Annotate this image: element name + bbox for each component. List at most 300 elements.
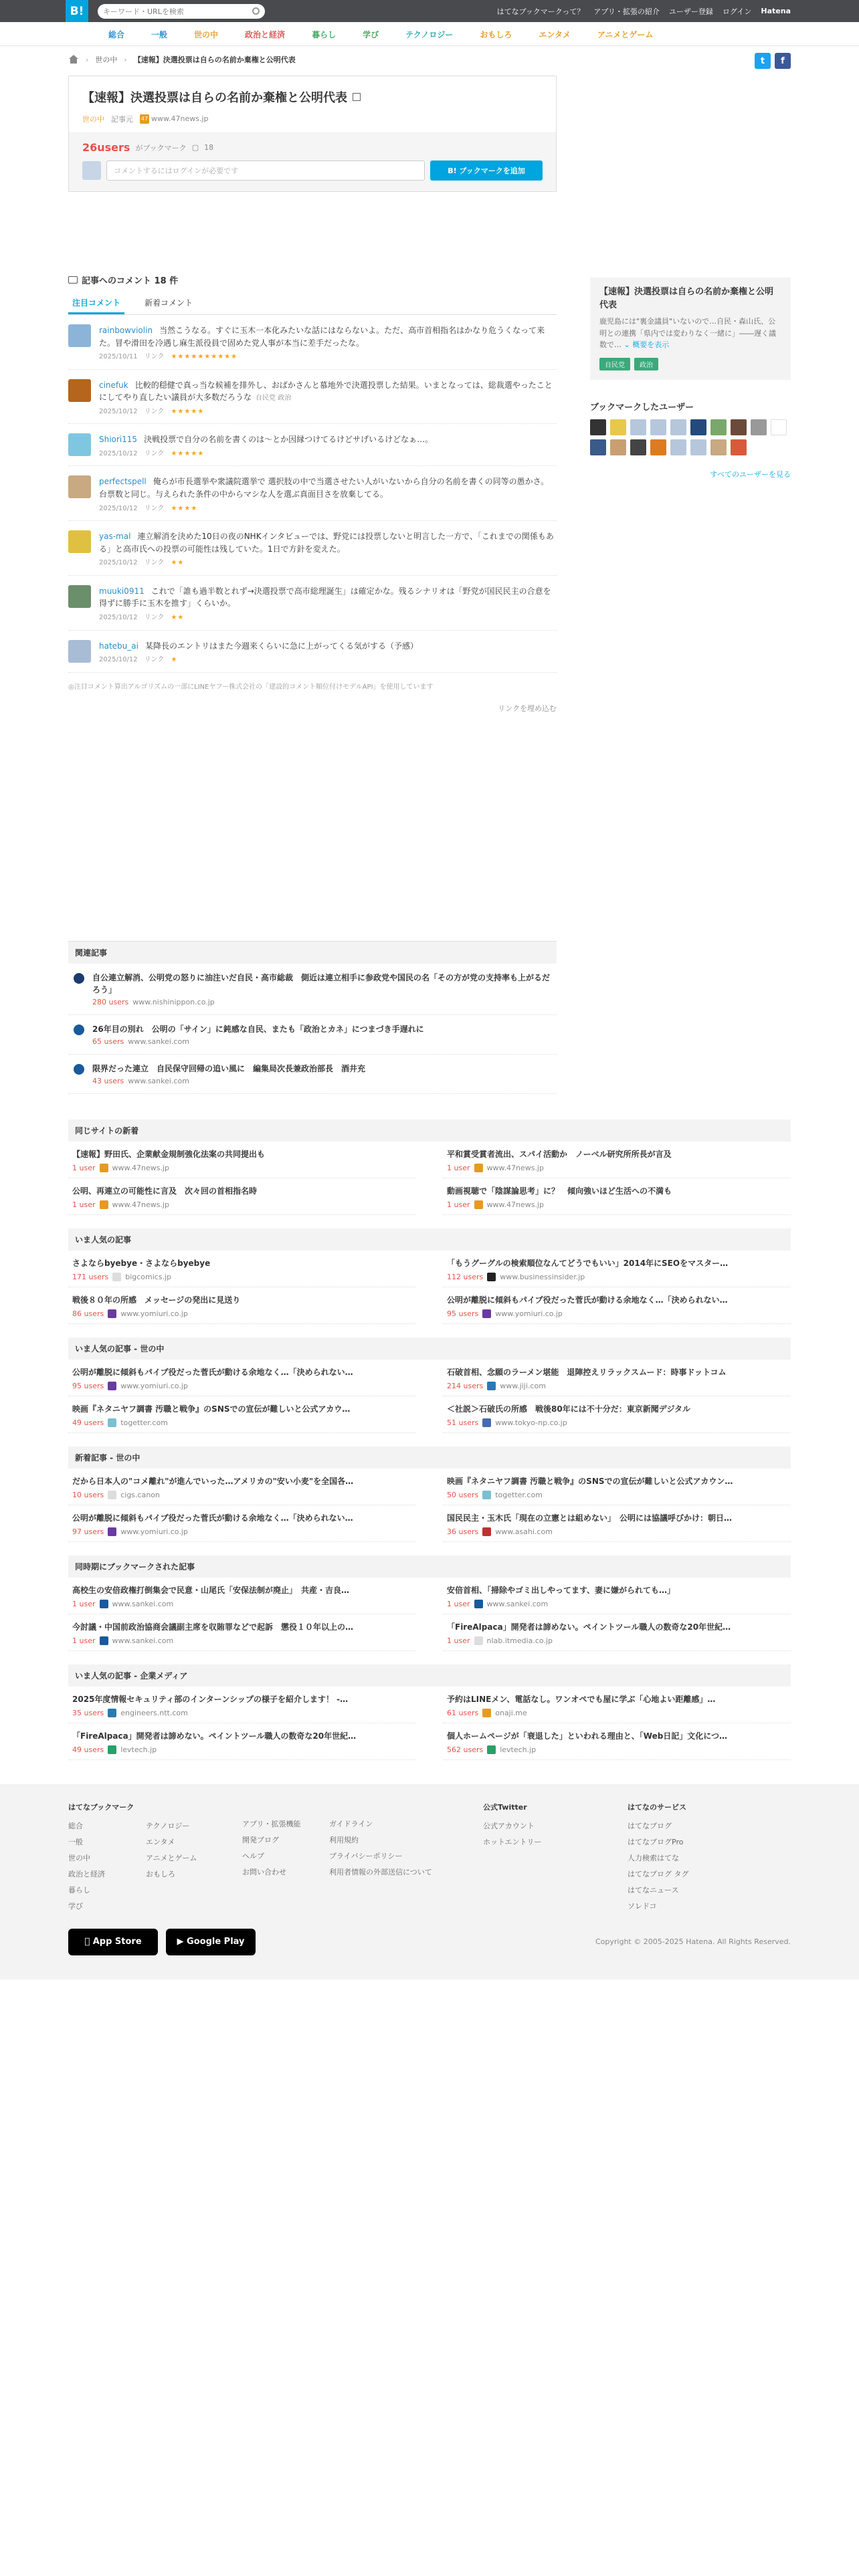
article-item: [443, 1614, 791, 1651]
article-item: [443, 1360, 791, 1396]
show-summary-label[interactable]: 概要を表示: [632, 340, 670, 350]
star-rating[interactable]: ★★★★: [171, 504, 198, 512]
article-domain[interactable]: www.47news.jp: [486, 1200, 544, 1209]
article-domain[interactable]: www.tokyo-np.co.jp: [495, 1418, 567, 1427]
article-users[interactable]: 49 users: [72, 1745, 104, 1754]
comment-link[interactable]: リンク: [144, 407, 165, 415]
comment-input[interactable]: コメントするにはログインが必要です: [106, 160, 425, 181]
commenter-avatar[interactable]: [68, 640, 91, 663]
article-users[interactable]: 562 users: [447, 1745, 484, 1754]
comment-date[interactable]: 2025/10/12: [99, 656, 138, 664]
footer-category-link[interactable]: [146, 1901, 242, 1911]
footer-category-link[interactable]: 学び: [68, 1901, 83, 1911]
hatena-link[interactable]: Hatena: [761, 7, 791, 15]
footer-link[interactable]: ガイドライン: [329, 1819, 373, 1828]
article-domain[interactable]: www.47news.jp: [112, 1163, 169, 1172]
comment-info: [99, 613, 557, 623]
article-meta: [447, 1309, 787, 1318]
article-domain[interactable]: www.47news.jp: [486, 1163, 544, 1172]
article-section: [68, 1446, 791, 1542]
article-title[interactable]: 映画『ネタニヤフ調書 汚職と戦争』のSNSでの宣伝が難しいと公式アカウン…: [447, 1476, 733, 1486]
footer-category-link[interactable]: 暮らし: [68, 1885, 90, 1895]
article-item: [68, 1578, 416, 1614]
comment-line: [99, 379, 557, 404]
article-title[interactable]: 今討議・中国前政治協商会議副主席を収賄罪などで起訴 懲役１０年以上の…: [72, 1622, 354, 1632]
article-users[interactable]: 1 user: [72, 1163, 96, 1172]
bookmark-user-avatar[interactable]: [710, 439, 727, 455]
section-heading: いま人気の記事: [68, 1228, 791, 1251]
summary-box: [590, 278, 791, 380]
footer-link[interactable]: ヘルプ: [242, 1851, 264, 1860]
comment-item: [68, 631, 557, 673]
article-domain[interactable]: www.47news.jp: [112, 1200, 169, 1209]
commenter-avatar[interactable]: [68, 475, 91, 498]
bookmark-user-avatar[interactable]: [630, 439, 646, 455]
article-users[interactable]: 86 users: [72, 1309, 104, 1318]
related-domain[interactable]: www.nishinippon.co.jp: [132, 997, 215, 1006]
article-section: [68, 1228, 791, 1324]
article-users[interactable]: 1 user: [447, 1636, 470, 1645]
share-buttons: [755, 53, 791, 69]
footer-link[interactable]: 開発ブログ: [242, 1835, 279, 1844]
comment-date[interactable]: 2025/10/11: [99, 353, 138, 361]
article-title[interactable]: さよならbyebye・さよならbyebye: [72, 1258, 211, 1268]
article-meta: [72, 1309, 412, 1318]
footer-category-link[interactable]: [146, 1885, 242, 1895]
site-favicon-icon: [74, 973, 84, 984]
commenter-avatar[interactable]: [68, 585, 91, 608]
bookmark-user-avatar[interactable]: [630, 419, 646, 435]
footer-link[interactable]: 利用者情報の外部送信について: [329, 1867, 432, 1876]
footer-link[interactable]: 利用規約: [329, 1835, 359, 1844]
embed-link[interactable]: リンクを埋め込む: [498, 704, 557, 713]
article-item: [443, 1287, 791, 1324]
article-title[interactable]: 高校生の安倍政権打倒集会で民意・山尾氏「安保法制が廃止」 共産・吉良…: [72, 1585, 350, 1595]
site-favicon-icon: [482, 1709, 491, 1717]
bookmark-user-avatar[interactable]: [731, 439, 747, 455]
article-domain[interactable]: togetter.com: [495, 1490, 543, 1499]
footer-link[interactable]: ソレドコ: [628, 1901, 657, 1911]
article-domain[interactable]: www.sankei.com: [112, 1636, 174, 1645]
article-meta: [72, 1164, 412, 1172]
article-users[interactable]: 1 user: [447, 1599, 470, 1608]
comment-info: [99, 558, 557, 568]
comment-date[interactable]: 2025/10/12: [99, 504, 138, 512]
article-domain[interactable]: www.yomiuri.co.jp: [495, 1309, 563, 1318]
site-favicon-icon: [108, 1527, 116, 1536]
article-users[interactable]: 10 users: [72, 1490, 104, 1499]
bookmark-user-avatar[interactable]: [710, 419, 727, 435]
related-meta: [92, 1077, 365, 1085]
app-store-label[interactable]: App Store: [90, 1937, 139, 1947]
star-rating[interactable]: ★★★★★: [171, 449, 205, 457]
site-favicon-icon: [100, 1600, 108, 1608]
show-summary-link[interactable]: ⌄ 概要を表示: [624, 340, 670, 350]
article-users[interactable]: 1 user: [72, 1599, 96, 1608]
footer-heading: はてなのサービス: [628, 1802, 686, 1812]
article-title[interactable]: 公明が離脱に傾斜もパイプ役だった菅氏が動ける余地なく…「決められない…: [72, 1367, 353, 1377]
site-favicon-icon: [487, 1273, 496, 1281]
article-meta: [72, 1382, 412, 1390]
article-domain[interactable]: nlab.itmedia.co.jp: [486, 1636, 553, 1645]
footer-link[interactable]: プライバシーポリシー: [329, 1851, 403, 1860]
comment-tags[interactable]: 自民党 政治: [256, 395, 292, 403]
external-link-icon[interactable]: [353, 93, 361, 101]
summary-title: 【速報】決選投票は自らの名前か棄権と公明代表: [599, 287, 774, 310]
article-domain[interactable]: bigcomics.jp: [125, 1272, 172, 1281]
hatena-bookmark-logo[interactable]: B!: [66, 0, 88, 22]
star-rating[interactable]: ★★: [171, 614, 185, 622]
article-domain[interactable]: levtech.jp: [120, 1745, 157, 1754]
footer-category-link[interactable]: おもしろ: [146, 1869, 175, 1879]
footer-category-link[interactable]: 総合: [68, 1821, 83, 1830]
top-links: [497, 6, 791, 17]
comment-user[interactable]: perfectspell: [99, 477, 147, 487]
comment-item: [68, 576, 557, 631]
comment-line: [99, 530, 557, 555]
site-favicon-icon: [482, 1491, 491, 1499]
related-domain[interactable]: www.sankei.com: [128, 1076, 189, 1085]
comment-info: [99, 352, 557, 362]
footer-category-link[interactable]: 政治と経済: [68, 1869, 105, 1879]
article-meta: [72, 1745, 412, 1754]
article-users[interactable]: 1 user: [447, 1200, 470, 1209]
article-domain[interactable]: www.jiji.com: [500, 1381, 546, 1390]
article-users[interactable]: 1 user: [72, 1636, 96, 1645]
footer-link[interactable]: アプリ・拡張機能: [242, 1819, 301, 1828]
comment-line: [99, 324, 557, 349]
bookmark-user-avatar[interactable]: [650, 439, 666, 455]
breadcrumb-title: 【速報】決選投票は自らの名前か棄権と公明代表: [133, 56, 296, 64]
footer-category-link[interactable]: 一般: [68, 1837, 83, 1846]
apps-link[interactable]: アプリ・拡張の紹介: [593, 7, 660, 16]
tag-item[interactable]: 政治: [634, 358, 658, 370]
source-label: 記事元: [111, 115, 133, 124]
bookmark-user-avatar[interactable]: [751, 419, 767, 435]
article-users[interactable]: 61 users: [447, 1708, 479, 1717]
comment-item: [68, 521, 557, 576]
users-count[interactable]: 26users: [82, 141, 130, 154]
article-title[interactable]: 国民民主・玉木氏「現在の立憲とは組めない」 公明には協議呼びかけ：朝日…: [447, 1513, 733, 1523]
footer-category-link[interactable]: エンタメ: [146, 1837, 175, 1846]
summary-body: 鹿児島には"裏金議員"いないので…自民・森山氏、公明との連携「県内では変わりなく一緒に」――遅く議数で…: [599, 317, 776, 350]
article-title[interactable]: 公明、再連立の可能性に言及 次々回の首相指名時: [72, 1186, 258, 1196]
site-favicon-icon: [108, 1382, 116, 1390]
article-section: [68, 1337, 791, 1433]
footer-category-link[interactable]: 世の中: [68, 1853, 90, 1862]
article-meta: [447, 1600, 787, 1608]
comment-link[interactable]: リンク: [144, 559, 165, 567]
article-domain[interactable]: engineers.ntt.com: [120, 1708, 188, 1717]
article-users[interactable]: 97 users: [72, 1527, 104, 1536]
bookmark-user-avatar[interactable]: [690, 439, 706, 455]
about-link[interactable]: はてなブックマークって？: [496, 7, 585, 16]
commenter-avatar[interactable]: [68, 324, 91, 347]
site-favicon-icon: [108, 1309, 116, 1318]
article-title[interactable]: 安倍首相、「掃除やゴミ出しやってます、妻に嫌がられても…」: [447, 1585, 676, 1595]
nav-item[interactable]: 政治と経済: [245, 29, 286, 39]
tag-list: [599, 358, 781, 370]
article-title[interactable]: ＜社説＞石破氏の所感 戦後80年には不十分だ：東京新聞デジタル: [447, 1404, 690, 1414]
comment-user[interactable]: cinefuk: [99, 380, 128, 390]
sidebar: [590, 73, 791, 1094]
footer-link[interactable]: お問い合わせ: [242, 1867, 286, 1876]
footer-link[interactable]: はてなブログ タグ: [628, 1869, 689, 1879]
article-domain[interactable]: www.asahi.com: [495, 1527, 553, 1536]
login-link[interactable]: ログイン: [722, 7, 752, 16]
article-users[interactable]: 51 users: [447, 1418, 479, 1427]
footer-heading: 公式Twitter: [483, 1802, 527, 1812]
tab-new-comments[interactable]: 新着コメント: [145, 298, 193, 308]
article-domain[interactable]: www.sankei.com: [112, 1599, 174, 1608]
related-meta: [92, 998, 551, 1006]
footer-link[interactable]: 人力検索はてな: [628, 1853, 679, 1862]
article-title[interactable]: だから日本人の"コメ離れ"が進んでいった…アメリカの"安い小麦"を全国各…: [72, 1476, 354, 1486]
footer-link[interactable]: はてなブログ: [628, 1821, 672, 1830]
nav-item[interactable]: 総合: [108, 29, 125, 39]
entry-category[interactable]: 世の中: [82, 115, 104, 124]
article-title[interactable]: 予約はLINEメン、電話なし。ワンオペでも屋に学ぶ「心地よい距離感」…: [447, 1694, 716, 1704]
nav-item[interactable]: アニメとゲーム: [597, 29, 654, 39]
article-users[interactable]: 36 users: [447, 1527, 479, 1536]
entry-title[interactable]: [82, 88, 543, 106]
article-domain[interactable]: www.yomiuri.co.jp: [120, 1527, 188, 1536]
bookmark-user-avatar[interactable]: [771, 419, 787, 435]
article-meta: [72, 1491, 412, 1499]
related-title[interactable]: 自公連立解消、公明党の怒りに油注いだ自民・高市総裁 側近は連立相手に参政党や国民の名「その方が党の支持率も上がるだろう」: [92, 972, 551, 994]
signup-link[interactable]: ユーザー登録: [668, 7, 713, 16]
comment-text: これで「誰も過半数とれず→決選投票で高市総理誕生」は確定かな。残るシナリオは「野党が国民民主の合意を得ずに勝手に玉木を推す」くらいか。: [99, 586, 551, 609]
nav-item[interactable]: おもしろ: [480, 29, 512, 39]
footer-link[interactable]: はてなブログPro: [628, 1837, 684, 1846]
related-title[interactable]: 26年目の別れ 公明の「サイン」に鈍感な自民、またも「政治とカネ」につまづき手遅れに: [92, 1024, 424, 1034]
article-section: [68, 1119, 791, 1215]
comment-date[interactable]: 2025/10/12: [99, 614, 138, 622]
article-title[interactable]: 平和賞受賞者流出、スパイ活動か ノーベル研究所所長が言及: [447, 1149, 672, 1159]
comments-heading: 記事へのコメント 18 件: [82, 276, 179, 286]
bookmark-user-avatar[interactable]: [590, 439, 606, 455]
comment-user[interactable]: Shiori115: [99, 435, 138, 445]
article-title[interactable]: 公明が離脱に傾斜もパイプ役だった菅氏が動ける余地なく…「決められない…: [72, 1513, 353, 1523]
article-users[interactable]: 49 users: [72, 1418, 104, 1427]
article-domain[interactable]: www.yomiuri.co.jp: [120, 1381, 188, 1390]
comment-user[interactable]: hatebu_ai: [99, 641, 138, 651]
article-title[interactable]: 【速報】野田氏、企業献金規制強化法案の共同提出も: [72, 1149, 266, 1159]
comment-date[interactable]: 2025/10/12: [99, 559, 138, 567]
article-meta: [447, 1709, 787, 1717]
article-meta: [72, 1273, 412, 1281]
article-title[interactable]: 石破首相、念願のラーメン堪能 退陣控えリラックスムード：時事ドットコム: [447, 1367, 727, 1377]
bookmark-user-avatar[interactable]: [731, 419, 747, 435]
related-articles: [68, 941, 557, 1094]
top-bar: [0, 0, 859, 22]
commenter-avatar[interactable]: [68, 379, 91, 402]
comment-info: [99, 407, 557, 417]
article-users[interactable]: 214 users: [447, 1381, 484, 1390]
star-rating[interactable]: ★★★★★: [171, 407, 205, 415]
comment-link[interactable]: リンク: [144, 449, 165, 457]
entry-domain[interactable]: [140, 114, 208, 124]
footer-link[interactable]: ホットエントリー: [483, 1837, 542, 1846]
site-favicon-icon: [482, 1527, 491, 1536]
bookmark-user-avatar[interactable]: [670, 439, 686, 455]
twitter-share-icon[interactable]: t: [755, 53, 771, 69]
article-users[interactable]: 50 users: [447, 1490, 479, 1499]
footer-col-twitter: [483, 1802, 628, 1917]
article-users[interactable]: 112 users: [447, 1272, 484, 1281]
comment-date[interactable]: 2025/10/12: [99, 449, 138, 457]
article-domain[interactable]: www.businessinsider.jp: [500, 1272, 585, 1281]
article-section: [68, 1665, 791, 1760]
nav-item[interactable]: 一般: [151, 29, 168, 39]
article-domain[interactable]: www.yomiuri.co.jp: [120, 1309, 188, 1318]
article-meta: [447, 1382, 787, 1390]
comment-bubble-icon: [68, 276, 78, 284]
facebook-share-icon[interactable]: f: [775, 53, 791, 69]
article-title[interactable]: 戦後８０年の所感 メッセージの発出に見送り: [72, 1295, 241, 1305]
comment-line: [99, 433, 557, 446]
comment-link[interactable]: リンク: [144, 504, 165, 512]
section-heading: 新着記事 - 世の中: [68, 1446, 791, 1469]
article-title[interactable]: 「もうグーグルの検索順位なんてどうでもいい」2014年にSEOをマスター…: [447, 1258, 729, 1268]
article-title[interactable]: 2025年度情報セキュリティ部のインターンシップの様子を紹介します！ -…: [72, 1694, 349, 1704]
footer-category-link[interactable]: アニメとゲーム: [146, 1853, 197, 1862]
comment-date[interactable]: 2025/10/12: [99, 407, 138, 415]
comment-item: [68, 424, 557, 466]
nav-item[interactable]: 学び: [363, 29, 379, 39]
entry-title-text[interactable]: 【速報】決選投票は自らの名前か棄権と公明代表: [82, 91, 347, 105]
all-users-link[interactable]: すべてのユーザーを見る: [710, 469, 791, 479]
bookmark-user-avatar[interactable]: [610, 439, 626, 455]
bookmark-user-avatar[interactable]: [670, 419, 686, 435]
site-favicon-icon: [474, 1636, 483, 1645]
star-rating[interactable]: ★★: [171, 559, 185, 567]
apple-icon: [84, 1937, 90, 1947]
article-title[interactable]: 個人ホームページが「衰退した」といわれる理由と、「Web日記」文化につ…: [447, 1731, 728, 1741]
commenter-avatar[interactable]: [68, 433, 91, 456]
related-domain[interactable]: www.sankei.com: [128, 1037, 189, 1046]
article-users[interactable]: 95 users: [447, 1309, 479, 1318]
tag-item[interactable]: 自民党: [599, 358, 630, 370]
comment-link[interactable]: リンク: [144, 614, 165, 622]
article-users[interactable]: 1 user: [447, 1163, 470, 1172]
comment-user[interactable]: muuki0911: [99, 586, 145, 596]
google-play-label[interactable]: Google Play: [187, 1937, 245, 1947]
nav-item[interactable]: テクノロジー: [405, 29, 454, 39]
bookmark-user-avatar[interactable]: [610, 419, 626, 435]
bookmark-icon: ▢: [191, 143, 199, 152]
article-users[interactable]: 1 user: [72, 1200, 96, 1209]
app-store-button[interactable]: [68, 1929, 158, 1955]
commenter-avatar[interactable]: [68, 530, 91, 553]
footer-link[interactable]: はてなニュース: [628, 1885, 679, 1895]
search-icon[interactable]: [252, 7, 260, 15]
article-item: [443, 1578, 791, 1614]
nav-item[interactable]: 世の中: [194, 29, 219, 39]
breadcrumb-category[interactable]: 世の中: [95, 56, 118, 64]
nav-item[interactable]: エンタメ: [539, 29, 571, 39]
comment-line: [99, 585, 557, 610]
star-rating[interactable]: ★★★★★★★★★★: [171, 353, 238, 361]
comment-link[interactable]: リンク: [144, 353, 165, 361]
related-users[interactable]: 43 users: [92, 1076, 124, 1085]
bookmark-label: がブックマーク: [135, 143, 187, 152]
bookmark-user-avatar[interactable]: [650, 419, 666, 435]
related-item: [68, 1015, 557, 1055]
article-domain[interactable]: togetter.com: [120, 1418, 168, 1427]
comment-item: [68, 370, 557, 425]
section-heading: いま人気の記事 - 世の中: [68, 1337, 791, 1360]
article-users[interactable]: 171 users: [72, 1272, 109, 1281]
more-articles: [68, 1119, 791, 1760]
article-title[interactable]: 「FireAlpaca」開発者は諦めない。ペイントツール職人の数奇な20年世紀…: [72, 1731, 357, 1741]
article-item: [443, 1142, 791, 1178]
related-heading: 関連記事: [68, 942, 557, 964]
article-title[interactable]: 映画『ネタニヤフ調書 汚職と戦争』のSNSでの宣伝が難しいと公式アカウ…: [72, 1404, 351, 1414]
article-title[interactable]: 動画視聴で「陰謀論思考」に？ 傾向強いほど生活への不満も: [447, 1186, 672, 1196]
footer-category-link[interactable]: テクノロジー: [146, 1821, 190, 1830]
article-title[interactable]: 「FireAlpaca」開発者は諦めない。ペイントツール職人の数奇な20年世紀…: [447, 1622, 731, 1632]
article-domain[interactable]: www.sankei.com: [486, 1599, 549, 1608]
footer: [0, 1784, 859, 1979]
entry-domain-text[interactable]: www.47news.jp: [151, 114, 209, 123]
section-heading: 同じサイトの新着: [68, 1119, 791, 1142]
tab-popular-comments[interactable]: 注目コメント: [68, 293, 124, 314]
article-item: [68, 1687, 416, 1723]
article-title[interactable]: 公明が離脱に傾斜もパイプ役だった菅氏が動ける余地なく…「決められない…: [447, 1295, 728, 1305]
add-bookmark-button[interactable]: B! ブックマークを追加: [430, 160, 543, 181]
breadcrumb: [68, 46, 791, 73]
comment-line: [99, 475, 557, 500]
section-heading: 同時期にブックマークされた記事: [68, 1555, 791, 1578]
comment-link[interactable]: リンク: [144, 656, 165, 664]
article-item: [68, 1287, 416, 1324]
article-meta: [447, 1491, 787, 1499]
bookmark-user-avatar[interactable]: [690, 419, 706, 435]
nav-item[interactable]: 暮らし: [312, 29, 337, 39]
comment-text: 某降長のエントリはまた今週来くらいに急に上がってくる気がする（予感）: [145, 641, 418, 651]
home-icon[interactable]: [68, 55, 79, 64]
comment-user[interactable]: rainbowviolin: [99, 326, 153, 335]
comment-item: [68, 466, 557, 521]
site-favicon-icon: [474, 1200, 483, 1209]
article-users[interactable]: 95 users: [72, 1381, 104, 1390]
star-rating[interactable]: ★: [171, 656, 178, 664]
related-users[interactable]: 280 users: [92, 997, 129, 1006]
article-item: [68, 1360, 416, 1396]
article-domain[interactable]: onaji.me: [495, 1708, 527, 1717]
google-play-button[interactable]: [166, 1929, 256, 1955]
footer-categories: [68, 1802, 242, 1917]
category-nav: [0, 22, 859, 46]
comment-text: 俺らが市長選挙や衆議院選挙で 選択肢の中で当選させたい人がいないから自分の名前を書くの同等の愚かさ。台票数と同じ。与えられた条件の中からマシな人を選ぶ真面目さを放棄してる。: [99, 477, 549, 500]
comment-algorithm-note: ◎注目コメント算出アルゴリズムの一部にLINEヤフー株式会社の「建設的コメント順位付けモデルAPI」を使用しています: [68, 683, 434, 691]
article-item: [68, 1178, 416, 1215]
article-users[interactable]: 35 users: [72, 1708, 104, 1717]
comment-user[interactable]: yas-mal: [99, 532, 131, 542]
comment-info: [99, 655, 557, 665]
related-users[interactable]: 65 users: [92, 1037, 124, 1046]
search-input[interactable]: [98, 4, 265, 19]
play-icon: ▶: [177, 1937, 184, 1947]
related-item: [68, 964, 557, 1015]
related-title[interactable]: 限界だった連立 自民保守回帰の追い風に 編集局次長兼政治部長 酒井充: [92, 1063, 366, 1073]
article-domain[interactable]: cigs.canon: [120, 1490, 160, 1499]
bookmark-user-avatar[interactable]: [590, 419, 606, 435]
footer-link[interactable]: 公式アカウント: [483, 1821, 535, 1830]
article-item: [443, 1505, 791, 1542]
article-domain[interactable]: levtech.jp: [500, 1745, 537, 1754]
